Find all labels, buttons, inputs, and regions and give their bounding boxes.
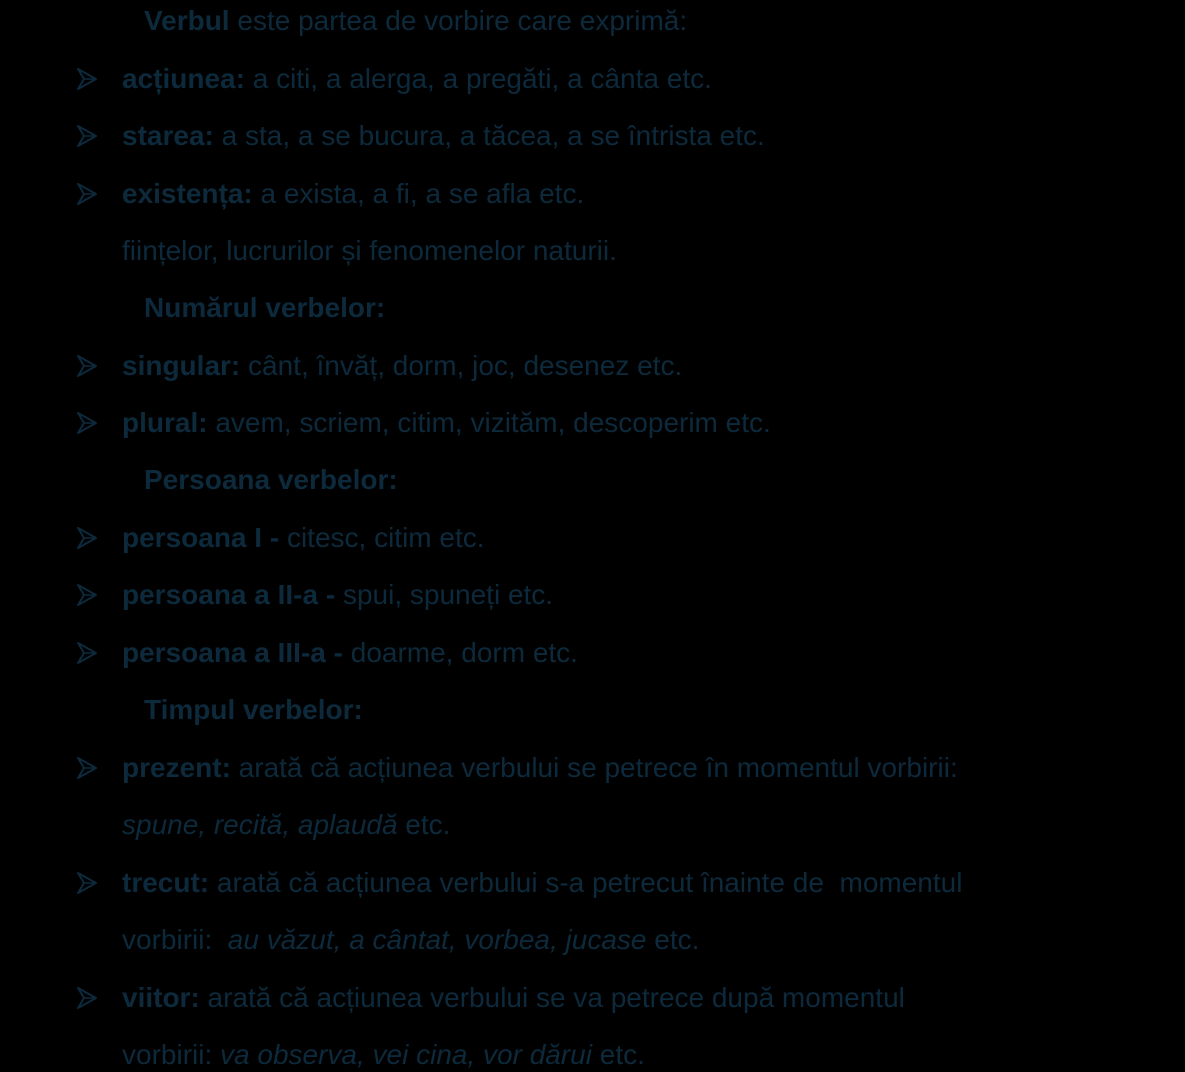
list-item xyxy=(76,981,905,1015)
item-text: citesc, citim etc. xyxy=(279,522,485,553)
item-lead: vorbirii: xyxy=(122,924,228,955)
item-tail: etc. xyxy=(397,809,451,840)
numar-heading: Numărul verbelor: xyxy=(144,292,386,323)
item-lead: vorbirii: xyxy=(122,1039,221,1070)
item-text: avem, scriem, citim, vizităm, descoperim etc. xyxy=(207,407,771,438)
intro-tail: ființelor, lucrurilor și fenomenelor naturii. xyxy=(122,235,617,266)
persoana-heading: Persoana verbelor: xyxy=(144,464,398,495)
list-item xyxy=(76,406,771,440)
arrowhead-bullet-icon xyxy=(76,986,98,1010)
item-text: spui, spuneți etc. xyxy=(335,579,554,610)
arrowhead-bullet-icon xyxy=(76,583,98,607)
list-item xyxy=(76,636,578,670)
item-text: a citi, a alerga, a pregăti, a cânta etc. xyxy=(244,63,712,94)
list-item xyxy=(76,62,712,96)
item-label: starea: xyxy=(122,120,214,151)
item-continuation xyxy=(122,808,450,842)
arrowhead-bullet-icon xyxy=(76,641,98,665)
item-text: a sta, a se bucura, a tăcea, a se întrista etc. xyxy=(213,120,765,151)
arrowhead-bullet-icon xyxy=(76,124,98,148)
arrowhead-bullet-icon xyxy=(76,871,98,895)
list-item xyxy=(76,751,958,785)
item-label: existența: xyxy=(122,178,253,209)
example-words: spune, recită, aplaudă xyxy=(122,809,398,840)
list-item xyxy=(76,177,584,211)
arrowhead-bullet-icon xyxy=(76,756,98,780)
intro-heading xyxy=(144,4,687,38)
list-item xyxy=(76,521,485,555)
item-label: viitor: xyxy=(122,982,200,1013)
item-label: persoana I - xyxy=(122,522,280,553)
arrowhead-bullet-icon xyxy=(76,182,98,206)
item-tail: etc. xyxy=(646,924,700,955)
item-label: plural: xyxy=(122,407,208,438)
item-text: cânt, învăț, dorm, joc, desenez etc. xyxy=(240,350,683,381)
item-text: doarme, dorm etc. xyxy=(342,637,578,668)
item-label: trecut: xyxy=(122,867,210,898)
arrowhead-bullet-icon xyxy=(76,526,98,550)
list-item xyxy=(76,349,682,383)
list-item xyxy=(76,866,962,900)
item-label: singular: xyxy=(122,350,241,381)
item-continuation xyxy=(122,923,699,957)
intro-heading-bold: Verbul xyxy=(144,5,230,36)
list-item xyxy=(76,119,765,153)
item-text: arată că acțiunea verbului s-a petrecut înainte de momentul xyxy=(209,867,963,898)
item-text: arată că acțiunea verbului se petrece în momentul vorbirii: xyxy=(230,752,958,783)
item-text: arată că acțiunea verbului se va petrece după momentul xyxy=(199,982,905,1013)
item-label: persoana a II-a - xyxy=(122,579,336,610)
item-tail: etc. xyxy=(591,1039,645,1070)
item-label: prezent: xyxy=(122,752,231,783)
item-label: persoana a III-a - xyxy=(122,637,343,668)
list-item xyxy=(76,578,553,612)
example-words: va observa, vei cina, vor dărui xyxy=(220,1039,592,1070)
item-label: acțiunea: xyxy=(122,63,245,94)
item-text: a exista, a fi, a se afla etc. xyxy=(252,178,585,209)
arrowhead-bullet-icon xyxy=(76,354,98,378)
example-words: au văzut, a cântat, vorbea, jucase xyxy=(227,924,647,955)
arrowhead-bullet-icon xyxy=(76,411,98,435)
timp-heading: Timpul verbelor: xyxy=(144,694,363,725)
arrowhead-bullet-icon xyxy=(76,67,98,91)
item-continuation xyxy=(122,1038,645,1072)
intro-heading-rest: este partea de vorbire care exprimă: xyxy=(229,5,688,36)
